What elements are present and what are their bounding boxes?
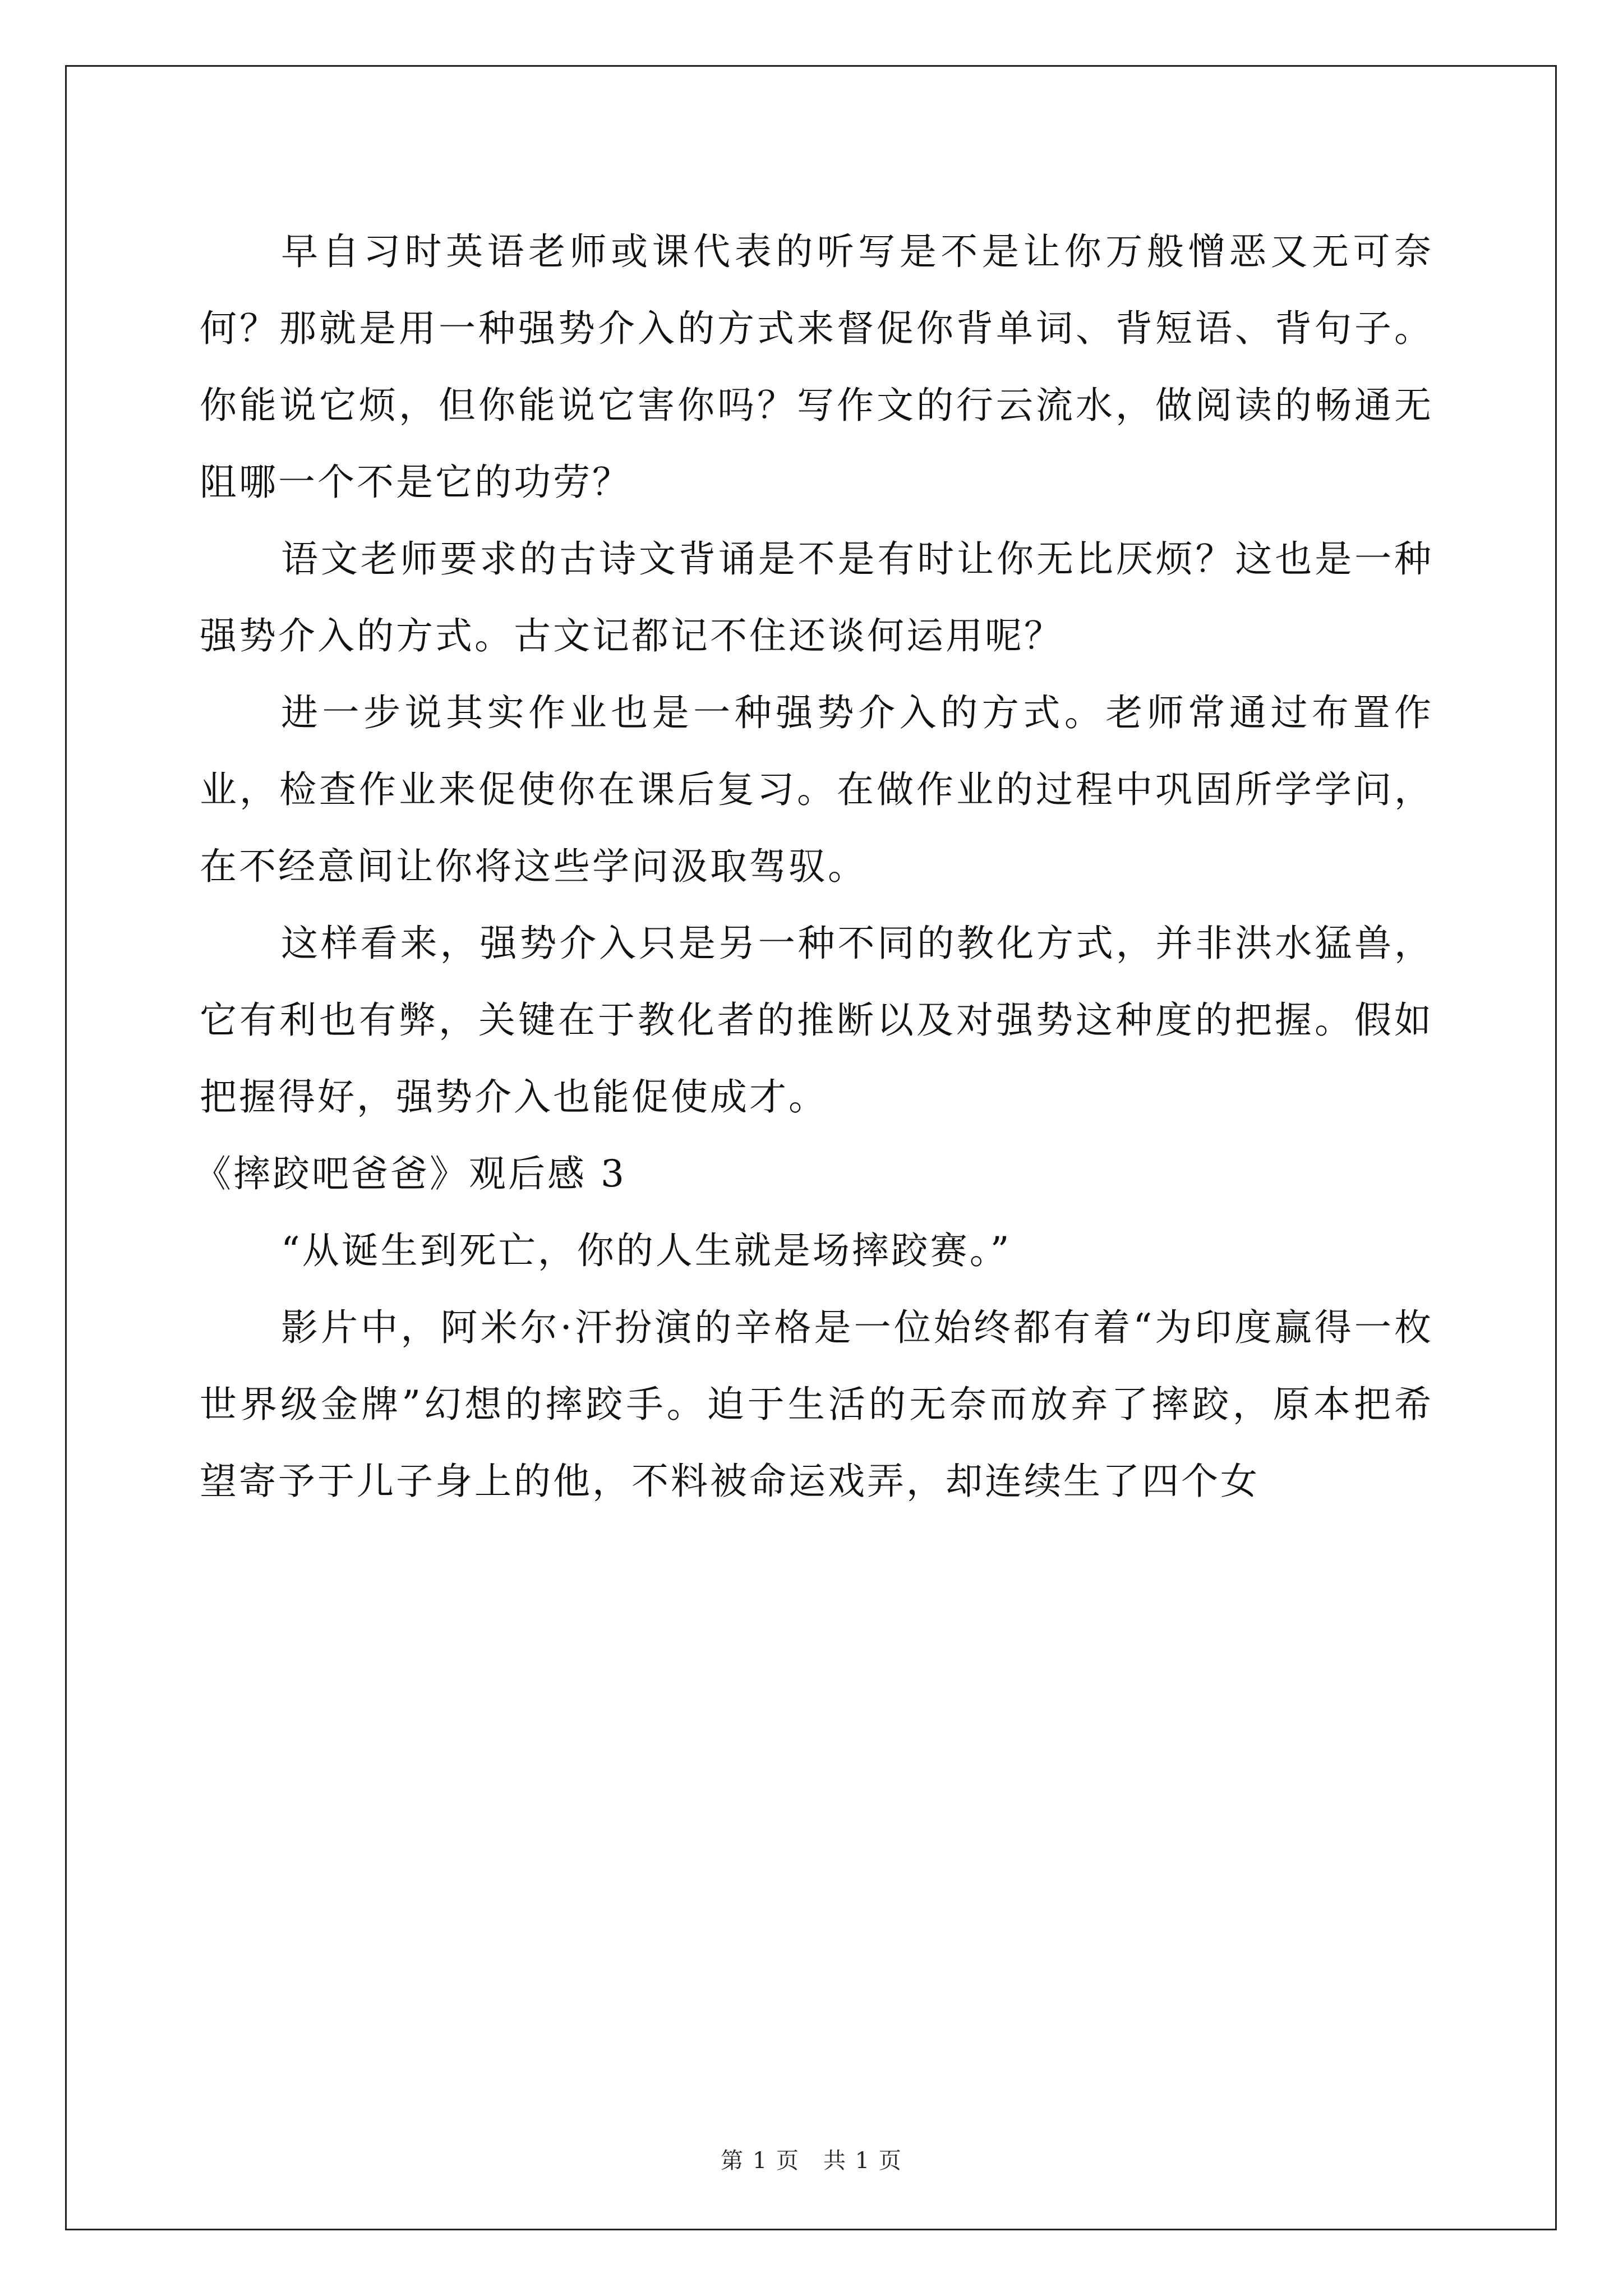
paragraph-quote: “从诞生到死亡，你的人生就是场摔跤赛。” [281, 1229, 1012, 1272]
paragraph-film-summary: 影片中，阿米尔·汗扮演的辛格是一位始终都有着“为印度赢得一枚世界级金牌”幻想的摔跤手。迫于生活的无奈而放弃了摔跤，原本把希望寄予于儿子身上的他，不料被命运戏弄，却连续生了四个女 [200, 1306, 1433, 1503]
page-footer: 第 1 页 共 1 页 [721, 2148, 902, 2174]
paragraph-classical-poetry: 语文老师要求的古诗文背诵是不是有时让你无比厌烦？这也是一种强势介入的方式。古文记都记不住还谈何运用呢？ [200, 537, 1433, 657]
section-title: 《摔跤吧爸爸》观后感 3 [194, 1152, 626, 1195]
paragraph-dictation: 早自习时英语老师或课代表的听写是不是让你万般憎恶又无可奈何？那就是用一种强势介入的方式来督促你背单词、背短语、背句子。你能说它烦，但你能说它害你吗？写作文的行云流水，做阅读的畅通无阻哪一个不是它的功劳？ [200, 230, 1433, 504]
document-body [194, 213, 1433, 1520]
paragraph-homework: 进一步说其实作业也是一种强势介入的方式。老师常通过布置作业，检查作业来促使你在课后复习。在做作业的过程中巩固所学学问，在不经意间让你将这些学问汲取驾驭。 [200, 691, 1433, 888]
paragraph-conclusion: 这样看来，强势介入只是另一种不同的教化方式，并非洪水猛兽，它有利也有弊，关键在于教化者的推断以及对强势这种度的把握。假如把握得好，强势介入也能促使成才。 [200, 922, 1433, 1119]
